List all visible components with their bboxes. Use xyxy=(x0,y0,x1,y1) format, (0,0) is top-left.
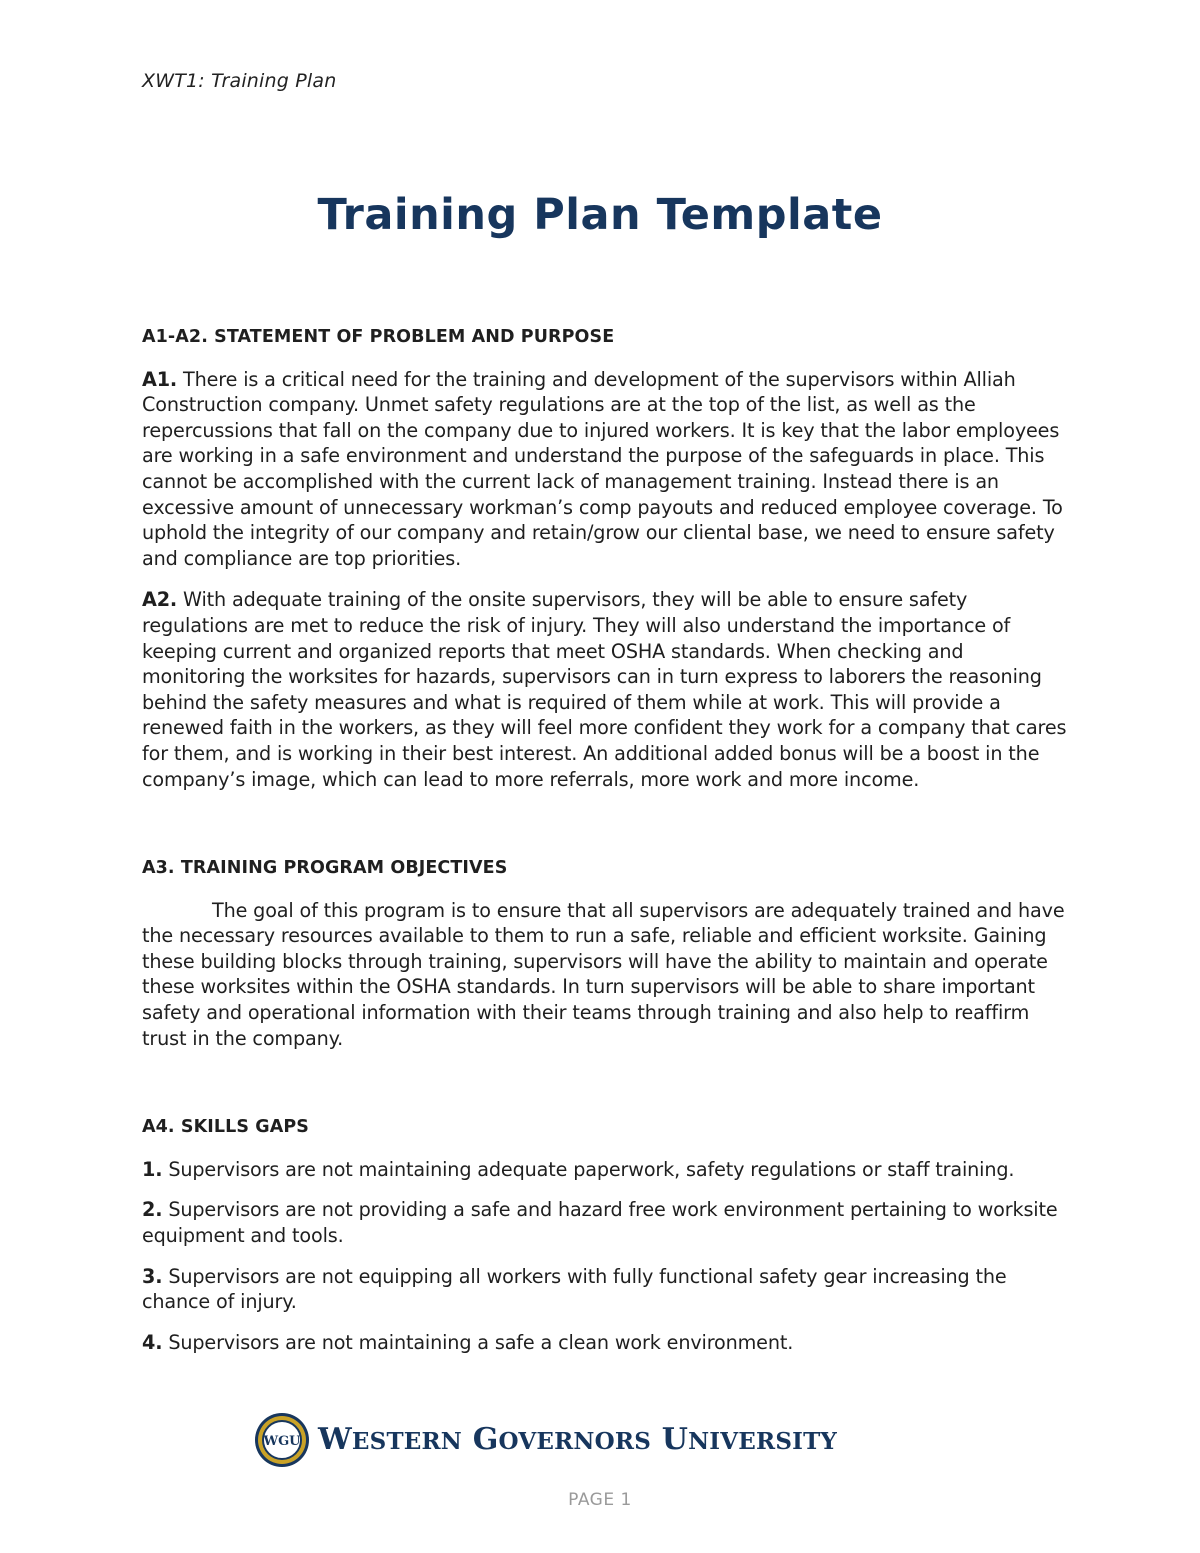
document-body xyxy=(142,325,1067,1370)
skills-gap-item xyxy=(142,1157,1067,1183)
running-header: XWT1: Training Plan xyxy=(142,70,337,92)
skills-gap-number: 4. xyxy=(142,1330,163,1354)
skills-gap-number: 2. xyxy=(142,1198,163,1222)
skills-gap-text: Supervisors are not providing a safe and hazard free work environment pertaining to worksite equipment and tools. xyxy=(142,1198,1058,1248)
paragraph-a1-text: There is a critical need for the training and development of the supervisors within Alliah Construction company. Unmet safety regulations are at the top of the list, as well as the repercussions that fall on the company due to injured workers. It is key that the labor employees are working in a safe environment and understand the purpose of the safeguards in place. This cannot be accomplished with the current lack of management training. Instead there is an excessive amount of unnecessary workman’s comp payouts and reduced employee coverage. To uphold the integrity of our company and retain/grow our cliental base, we need to ensure safety and compliance are top priorities. xyxy=(142,367,1063,570)
paragraph-a1-lead: A1. xyxy=(142,367,178,391)
university-seal-icon xyxy=(254,1412,310,1468)
section-heading-a4: A4. SKILLS GAPS xyxy=(142,1117,309,1138)
paragraph-a2-lead: A2. xyxy=(142,588,178,612)
seal-initials: WGU xyxy=(263,1434,301,1449)
skills-gap-item xyxy=(142,1197,1067,1248)
skills-gap-list xyxy=(142,1157,1067,1356)
section-heading-a3: A3. TRAINING PROGRAM OBJECTIVES xyxy=(142,858,508,879)
university-wordmark: WESTERN GOVERNORS UNIVERSITY xyxy=(318,1422,838,1457)
skills-gap-number: 3. xyxy=(142,1264,163,1288)
wgu-logo xyxy=(254,1410,914,1470)
paragraph-a2 xyxy=(142,587,1067,792)
skills-gap-item xyxy=(142,1264,1067,1315)
skills-gap-text: Supervisors are not maintaining adequate paperwork, safety regulations or staff training. xyxy=(168,1157,1015,1181)
paragraph-a3: The goal of this program is to ensure that all supervisors are adequately trained and have the necessary resources available to them to run a safe, reliable and efficient worksite. Gaining these building blocks through training, supervisors will have the ability to maintain and operate these worksites within the OSHA standards. In turn supervisors will be able to share important safety and operational information with their teams through training and also help to reaffirm trust in the company. xyxy=(142,898,1065,1050)
paragraph-a1 xyxy=(142,367,1067,572)
skills-gap-text: Supervisors are not equipping all workers with fully functional safety gear increasing the chance of injury. xyxy=(142,1264,1007,1314)
skills-gap-item xyxy=(142,1330,1067,1356)
skills-gap-number: 1. xyxy=(142,1157,163,1181)
section-heading-a1a2: A1-A2. STATEMENT OF PROBLEM AND PURPOSE xyxy=(142,327,615,347)
page-number: PAGE 1 xyxy=(568,1490,632,1510)
document-title: Training Plan Template xyxy=(317,190,883,240)
paragraph-a2-text: With adequate training of the onsite supervisors, they will be able to ensure safety regulations are met to reduce the risk of injury. They will also understand the importance of keeping current and organized reports that meet OSHA standards. When checking and monitoring the worksites for hazards, supervisors can in turn express to laborers the reasoning behind the safety measures and what is required of them while at work. This will provide a renewed faith in the workers, as they will feel more confident they work for a company that cares for them, and is working in their best interest. An additional added bonus will be a boost in the company’s image, which can lead to more referrals, more work and more income. xyxy=(142,588,1067,791)
skills-gap-text: Supervisors are not maintaining a safe a clean work environment. xyxy=(168,1330,794,1354)
